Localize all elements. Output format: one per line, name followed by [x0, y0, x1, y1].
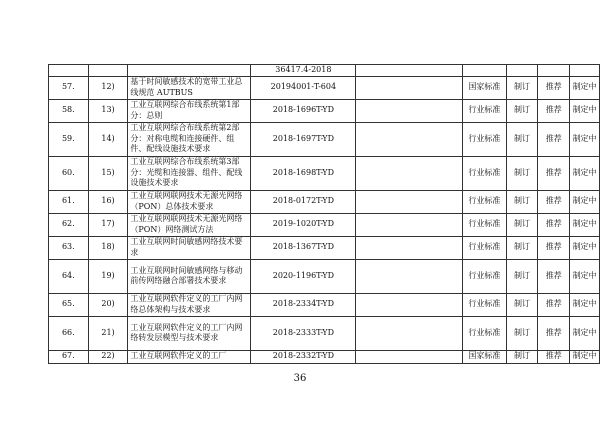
work-type-cell: 制订: [506, 293, 538, 316]
table-row: [49, 316, 600, 350]
blank-cell: [356, 190, 463, 213]
work-type-cell: 制订: [506, 236, 538, 259]
standards-table: [48, 64, 600, 364]
plan-code-cell: 2018-0172T-YD: [251, 190, 356, 213]
sub-seq-cell: 12): [88, 76, 128, 99]
seq-cell: 59.: [49, 122, 89, 156]
seq-cell: 65.: [49, 293, 89, 316]
standard-name-cell: [128, 65, 251, 77]
table-row: [49, 99, 600, 122]
blank-cell: [356, 76, 463, 99]
standard-level-cell: 行业标准: [463, 122, 507, 156]
blank-cell: [356, 350, 463, 363]
recommendation-cell: 推荐: [538, 190, 570, 213]
status-cell: 制定中: [570, 76, 600, 99]
work-type-cell: 制订: [506, 99, 538, 122]
seq-cell: [49, 65, 89, 77]
recommendation-cell: 推荐: [538, 293, 570, 316]
status-cell: 制定中: [570, 156, 600, 190]
standard-level-cell: 行业标准: [463, 259, 507, 293]
sub-seq-cell: [88, 65, 128, 77]
seq-cell: 57.: [49, 76, 89, 99]
sub-seq-cell: 20): [88, 293, 128, 316]
recommendation-cell: 推荐: [538, 259, 570, 293]
seq-cell: 61.: [49, 190, 89, 213]
standard-level-cell: 国家标准: [463, 350, 507, 363]
recommendation-cell: 推荐: [538, 350, 570, 363]
recommendation-cell: 推荐: [538, 99, 570, 122]
plan-code-cell: 2019-1020T-YD: [251, 213, 356, 236]
sub-seq-cell: 15): [88, 156, 128, 190]
sub-seq-cell: 19): [88, 259, 128, 293]
status-cell: 制定中: [570, 213, 600, 236]
standard-level-cell: 行业标准: [463, 293, 507, 316]
table-row: [49, 65, 600, 77]
status-cell: 制定中: [570, 259, 600, 293]
seq-cell: 66.: [49, 316, 89, 350]
recommendation-cell: 推荐: [538, 122, 570, 156]
work-type-cell: 制订: [506, 259, 538, 293]
table-row: [49, 122, 600, 156]
plan-code-cell: 2018-1698T-YD: [251, 156, 356, 190]
table-row: [49, 76, 600, 99]
status-cell: 制定中: [570, 99, 600, 122]
work-type-cell: 制订: [506, 213, 538, 236]
sub-seq-cell: 21): [88, 316, 128, 350]
status-cell: 制定中: [570, 350, 600, 363]
seq-cell: 60.: [49, 156, 89, 190]
recommendation-cell: 推荐: [538, 213, 570, 236]
table-row: [49, 350, 600, 363]
status-cell: 制定中: [570, 293, 600, 316]
blank-cell: [356, 99, 463, 122]
status-cell: 制定中: [570, 316, 600, 350]
sub-seq-cell: 14): [88, 122, 128, 156]
standard-name-cell: 工业互联网时间敏感网络与移动前传网络融合部署技术要求: [128, 259, 251, 293]
table-row: [49, 190, 600, 213]
work-type-cell: 制订: [506, 122, 538, 156]
work-type-cell: 制订: [506, 76, 538, 99]
table-row: [49, 213, 600, 236]
seq-cell: 58.: [49, 99, 89, 122]
blank-cell: [356, 122, 463, 156]
table-row: [49, 156, 600, 190]
standard-level-cell: [463, 65, 507, 77]
standard-name-cell: 工业互联网综合布线系统第2部分：对称电缆和连接硬件、组件、配线设施技术要求: [128, 122, 251, 156]
standard-name-cell: 工业互联网综合布线系统第3部分：光缆和连接器、组件、配线设施技术要求: [128, 156, 251, 190]
recommendation-cell: [538, 65, 570, 77]
sub-seq-cell: 13): [88, 99, 128, 122]
standard-level-cell: 国家标准: [463, 76, 507, 99]
blank-cell: [356, 259, 463, 293]
recommendation-cell: 推荐: [538, 236, 570, 259]
plan-code-cell: 2018-2332T-YD: [251, 350, 356, 363]
work-type-cell: 制订: [506, 190, 538, 213]
standard-level-cell: 行业标准: [463, 213, 507, 236]
table-row: [49, 293, 600, 316]
status-cell: [570, 65, 600, 77]
plan-code-cell: 20194001-T-604: [251, 76, 356, 99]
seq-cell: 67.: [49, 350, 89, 363]
status-cell: 制定中: [570, 236, 600, 259]
standard-name-cell: 工业互联网软件定义的工厂内网络转发层模型与技术要求: [128, 316, 251, 350]
standard-name-cell: 工业互联网软件定义的工厂内网络总体架构与技术要求: [128, 293, 251, 316]
recommendation-cell: 推荐: [538, 156, 570, 190]
seq-cell: 63.: [49, 236, 89, 259]
sub-seq-cell: 18): [88, 236, 128, 259]
sub-seq-cell: 16): [88, 190, 128, 213]
plan-code-cell: 2020-1196T-YD: [251, 259, 356, 293]
work-type-cell: 制订: [506, 350, 538, 363]
table-body: [49, 65, 600, 364]
recommendation-cell: 推荐: [538, 76, 570, 99]
standard-level-cell: 行业标准: [463, 190, 507, 213]
seq-cell: 62.: [49, 213, 89, 236]
seq-cell: 64.: [49, 259, 89, 293]
plan-code-cell: 2018-2334T-YD: [251, 293, 356, 316]
plan-code-cell: 2018-1696T-YD: [251, 99, 356, 122]
recommendation-cell: 推荐: [538, 316, 570, 350]
blank-cell: [356, 236, 463, 259]
work-type-cell: 制订: [506, 156, 538, 190]
blank-cell: [356, 213, 463, 236]
standard-level-cell: 行业标准: [463, 99, 507, 122]
standard-name-cell: 工业互联网联网技术无源光网络（PON）总体技术要求: [128, 190, 251, 213]
page-number: 36: [293, 373, 307, 384]
standard-level-cell: 行业标准: [463, 236, 507, 259]
table-row: [49, 259, 600, 293]
plan-code-cell: 2018-2333T-YD: [251, 316, 356, 350]
sub-seq-cell: 22): [88, 350, 128, 363]
standard-name-cell: 工业互联网软件定义的工厂: [128, 350, 251, 363]
plan-code-cell: 2018-1697T-YD: [251, 122, 356, 156]
plan-code-cell: 2018-1367T-YD: [251, 236, 356, 259]
standard-name-cell: 工业互联网综合布线系统第1部分：总则: [128, 99, 251, 122]
sub-seq-cell: 17): [88, 213, 128, 236]
standard-name-cell: 基于时间敏感技术的宽带工业总线规范 AUTBUS: [128, 76, 251, 99]
blank-cell: [356, 293, 463, 316]
blank-cell: [356, 156, 463, 190]
blank-cell: [356, 316, 463, 350]
standard-level-cell: 行业标准: [463, 316, 507, 350]
standard-level-cell: 行业标准: [463, 156, 507, 190]
work-type-cell: [506, 65, 538, 77]
plan-code-cell: 36417.4-2018: [251, 65, 356, 77]
blank-cell: [356, 65, 463, 77]
work-type-cell: 制订: [506, 316, 538, 350]
standard-name-cell: 工业互联网联网技术无源光网络（PON）网络测试方法: [128, 213, 251, 236]
table-row: [49, 236, 600, 259]
status-cell: 制定中: [570, 122, 600, 156]
standard-name-cell: 工业互联网时间敏感网络技术要求: [128, 236, 251, 259]
status-cell: 制定中: [570, 190, 600, 213]
